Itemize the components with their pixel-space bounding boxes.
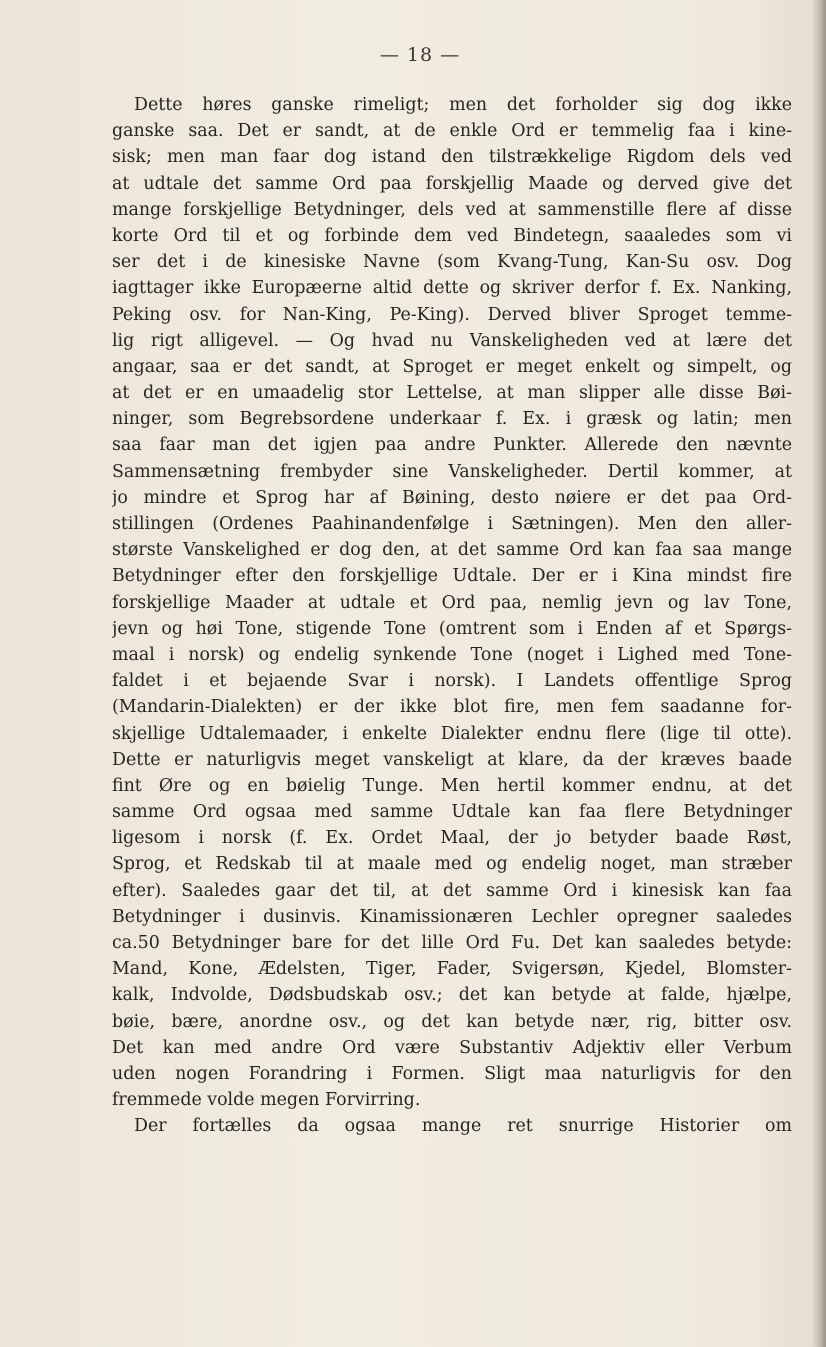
text-line: angaar, saa er det sandt, at Sproget er meget enkelt og simpelt, og xyxy=(112,356,792,377)
text-line: (Mandarin-Dialekten) er der ikke blot fire, men fem saadanne for- xyxy=(112,697,792,718)
text-line: Sammensætning frembyder sine Vanskeligheder. Dertil kommer, at xyxy=(112,461,792,482)
text-line: Peking osv. for Nan-King, Pe-King). Derved bliver Sproget temme- xyxy=(112,304,792,325)
text-line: sisk; men man faar dog istand den tilstrækkelige Rigdom dels ved xyxy=(112,147,792,168)
text-line: at det er en umaadelig stor Lettelse, at man slipper alle disse Bøi- xyxy=(112,383,792,404)
text-line: iagttager ikke Europæerne altid dette og skriver derfor f. Ex. Nanking, xyxy=(112,278,792,299)
text-line: samme Ord ogsaa med samme Udtale kan faa flere Betydninger xyxy=(112,802,792,823)
page-edge-shadow xyxy=(812,0,826,1347)
text-line: lig rigt alligevel. — Og hvad nu Vanskeligheden ved at lære det xyxy=(112,330,792,351)
text-line: saa faar man det igjen paa andre Punkter. Allerede den nævnte xyxy=(112,435,792,456)
text-line: ser det i de kinesiske Navne (som Kvang-Tung, Kan-Su osv. Dog xyxy=(112,252,792,273)
text-line: ninger, som Begrebsordene underkaar f. Ex. i græsk og latin; men xyxy=(112,409,792,430)
text-line: efter). Saaledes gaar det til, at det samme Ord i kinesisk kan faa xyxy=(112,880,792,901)
text-line: fint Øre og en bøielig Tunge. Men hertil kommer endnu, at det xyxy=(112,775,792,796)
text-line: stillingen (Ordenes Paahinandenfølge i Sætningen). Men den aller- xyxy=(112,514,792,534)
text-line: ca.50 Betydninger bare for det lille Ord Fu. Det kan saaledes betyde: xyxy=(112,933,792,953)
body-text xyxy=(112,92,792,1140)
text-line: uden nogen Forandring i Formen. Sligt maa naturligvis for den xyxy=(112,1063,792,1084)
text-line: forskjellige Maader at udtale et Ord paa, nemlig jevn og lav Tone, xyxy=(112,592,792,613)
text-line: faldet i et bejaende Svar i norsk). I Landets offentlige Sprog xyxy=(112,671,792,692)
text-line: mange forskjellige Betydninger, dels ved at sammenstille flere af disse xyxy=(112,199,792,220)
text-line: Det kan med andre Ord være Substantiv Adjektiv eller Verbum xyxy=(112,1037,792,1058)
text-line: maal i norsk) og endelig synkende Tone (noget i Lighed med Tone- xyxy=(112,644,792,665)
text-line: skjellige Udtalemaader, i enkelte Dialekter endnu flere (lige til otte). xyxy=(112,723,792,744)
text-line: Dette høres ganske rimeligt; men det forholder sig dog ikke xyxy=(134,95,792,115)
text-line: kalk, Indvolde, Dødsbudskab osv.; det kan betyde at falde, hjælpe, xyxy=(112,985,792,1006)
text-line: fremmede volde megen Forvirring. xyxy=(112,1090,421,1111)
text-line: største Vanskelighed er dog den, at det samme Ord kan faa saa mange xyxy=(112,540,792,561)
page-number: — 18 — xyxy=(379,44,461,66)
text-line: at udtale det samme Ord paa forskjellig Maade og derved give det xyxy=(112,173,792,194)
text-line: ligesom i norsk (f. Ex. Ordet Maal, der jo betyder baade Røst, xyxy=(112,828,792,849)
text-line: Sprog, et Redskab til at maale med og endelig noget, man stræber xyxy=(112,854,792,875)
text-line: korte Ord til et og forbinde dem ved Bindetegn, saaaledes som vi xyxy=(112,225,792,246)
text-line: bøie, bære, anordne osv., og det kan betyde nær, rig, bitter osv. xyxy=(112,1011,792,1032)
text-line: jevn og høi Tone, stigende Tone (omtrent som i Enden af et Spørgs- xyxy=(112,618,792,639)
text-line: Der fortælles da ogsaa mange ret snurrige Historier om xyxy=(134,1116,792,1137)
text-line: ganske saa. Det er sandt, at de enkle Ord er temmelig faa i kine- xyxy=(112,121,792,142)
text-line: Betydninger efter den forskjellige Udtale. Der er i Kina mindst fire xyxy=(112,566,792,587)
text-line: jo mindre et Sprog har af Bøining, desto nøiere er det paa Ord- xyxy=(112,487,792,508)
text-line: Mand, Kone, Ædelsten, Tiger, Fader, Svigersøn, Kjedel, Blomster- xyxy=(112,959,792,980)
text-line: Dette er naturligvis meget vanskeligt at klare, da der kræves baade xyxy=(112,749,792,770)
text-line: Betydninger i dusinvis. Kinamissionæren Lechler opregner saaledes xyxy=(112,906,792,927)
